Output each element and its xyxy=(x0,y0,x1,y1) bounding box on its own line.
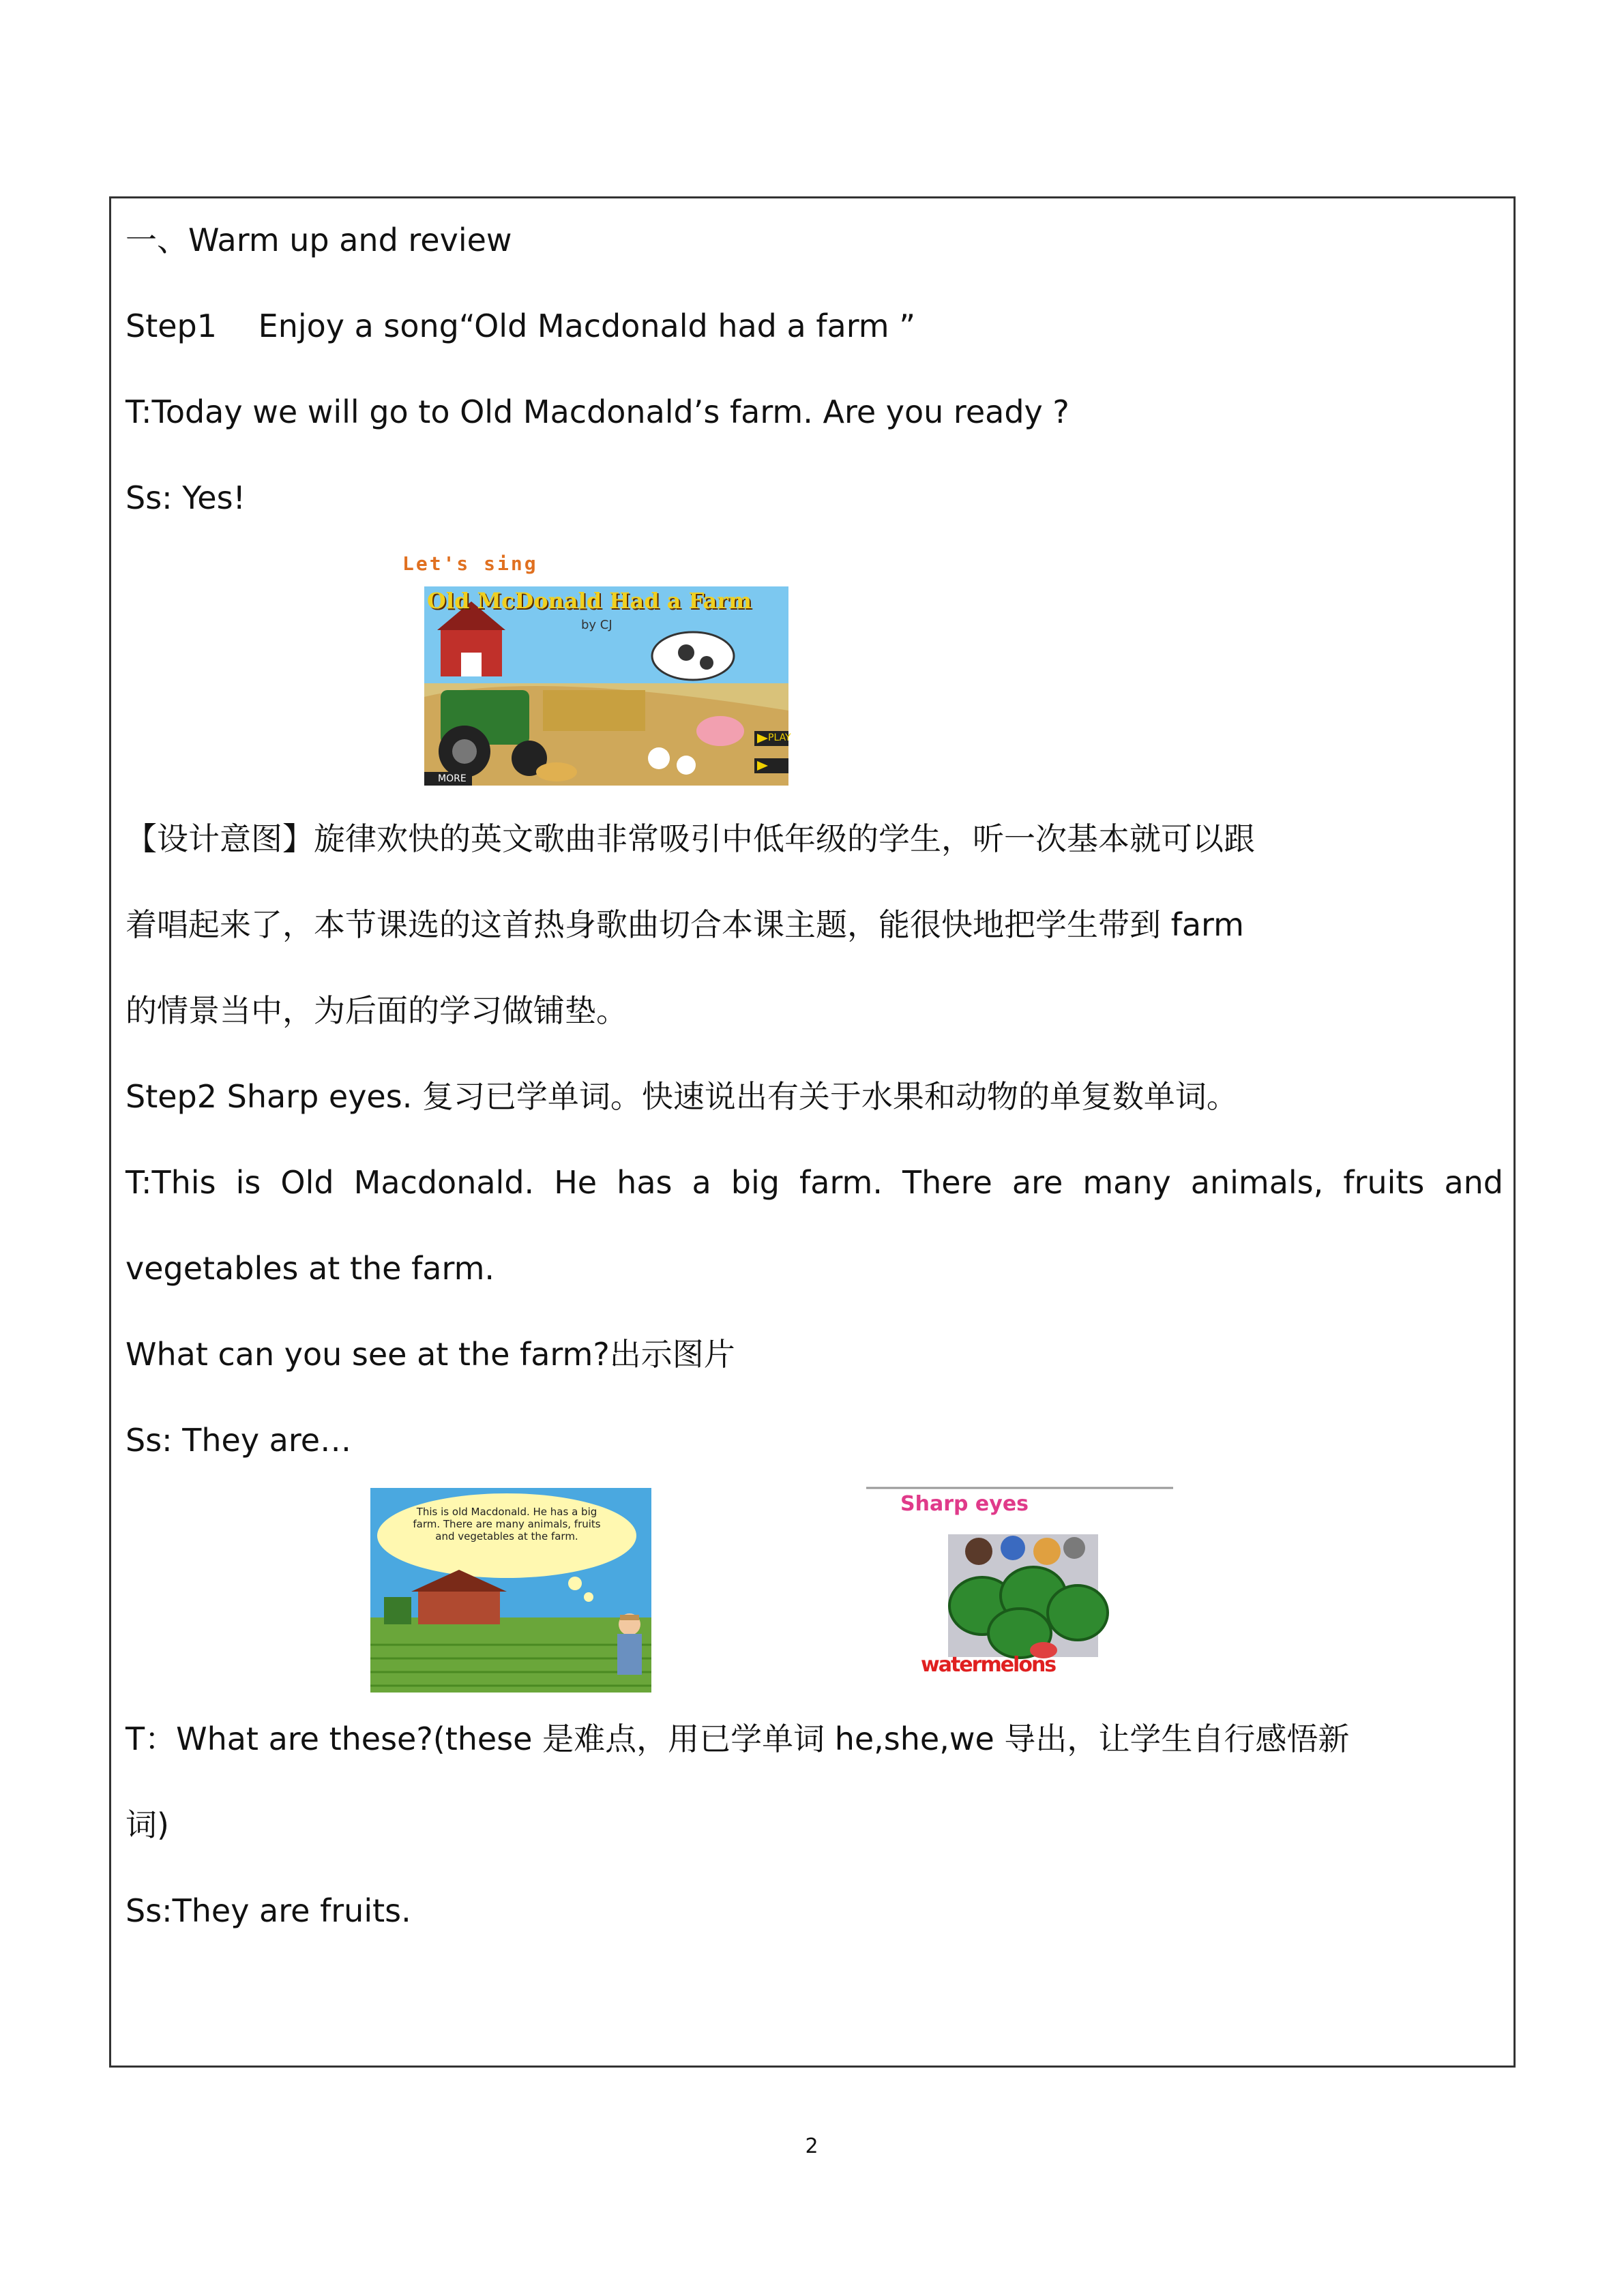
song-image-byline: by CJ xyxy=(581,618,612,632)
song-image-play: PLAY xyxy=(768,732,791,743)
song-image-title: Old McDonald Had a Farm xyxy=(427,588,752,614)
song-image-header: Let's sing xyxy=(402,552,538,575)
step2-line: Step2 Sharp eyes. 复习已学单词。快速说出有关于水果和动物的单复数单词。 xyxy=(126,1078,1238,1115)
design-intent-1: 【设计意图】旋律欢快的英文歌曲非常吸引中低年级的学生，听一次基本就可以跟 xyxy=(126,820,1255,857)
students-line-1: Ss: Yes! xyxy=(126,479,246,516)
students-line-2: Ss: They are… xyxy=(126,1422,352,1459)
farm-image xyxy=(370,1488,651,1693)
teacher-line-2a: T:This is Old Macdonald. He has a big farm. There are many animals, fruits and xyxy=(126,1164,1503,1201)
page-number: 2 xyxy=(805,2134,818,2158)
students-line-3: Ss:They are fruits. xyxy=(126,1892,411,1929)
teacher-line-2b: vegetables at the farm. xyxy=(126,1250,494,1287)
teacher-line-3b: 词) xyxy=(126,1806,169,1843)
sharp-eyes-caption: watermelons xyxy=(921,1653,1056,1677)
warmup-heading: 一、Warm up and review xyxy=(126,222,512,258)
step1-line: Step1 Enjoy a song“Old Macdonald had a farm ” xyxy=(126,308,916,344)
song-image xyxy=(400,552,791,786)
design-intent-2: 着唱起来了，本节课选的这首热身歌曲切合本课主题，能很快地把学生带到 farm xyxy=(126,906,1244,943)
farm-image-bubble-text: This is old Macdonald. He has a big farm. There are many animals, fruits and vegetables at the farm. xyxy=(413,1506,601,1542)
question-line: What can you see at the farm?出示图片 xyxy=(126,1336,735,1373)
song-image-more: MORE xyxy=(438,773,467,784)
design-intent-3: 的情景当中，为后面的学习做铺垫。 xyxy=(126,992,628,1029)
sharp-eyes-image xyxy=(866,1487,1173,1684)
teacher-line-3a: T：What are these?(these 是难点，用已学单词 he,she,we 导出，让学生自行感悟新 xyxy=(126,1720,1350,1757)
sharp-eyes-title: Sharp eyes xyxy=(900,1492,1029,1516)
teacher-line-1: T:Today we will go to Old Macdonald’s farm. Are you ready ? xyxy=(126,393,1069,430)
